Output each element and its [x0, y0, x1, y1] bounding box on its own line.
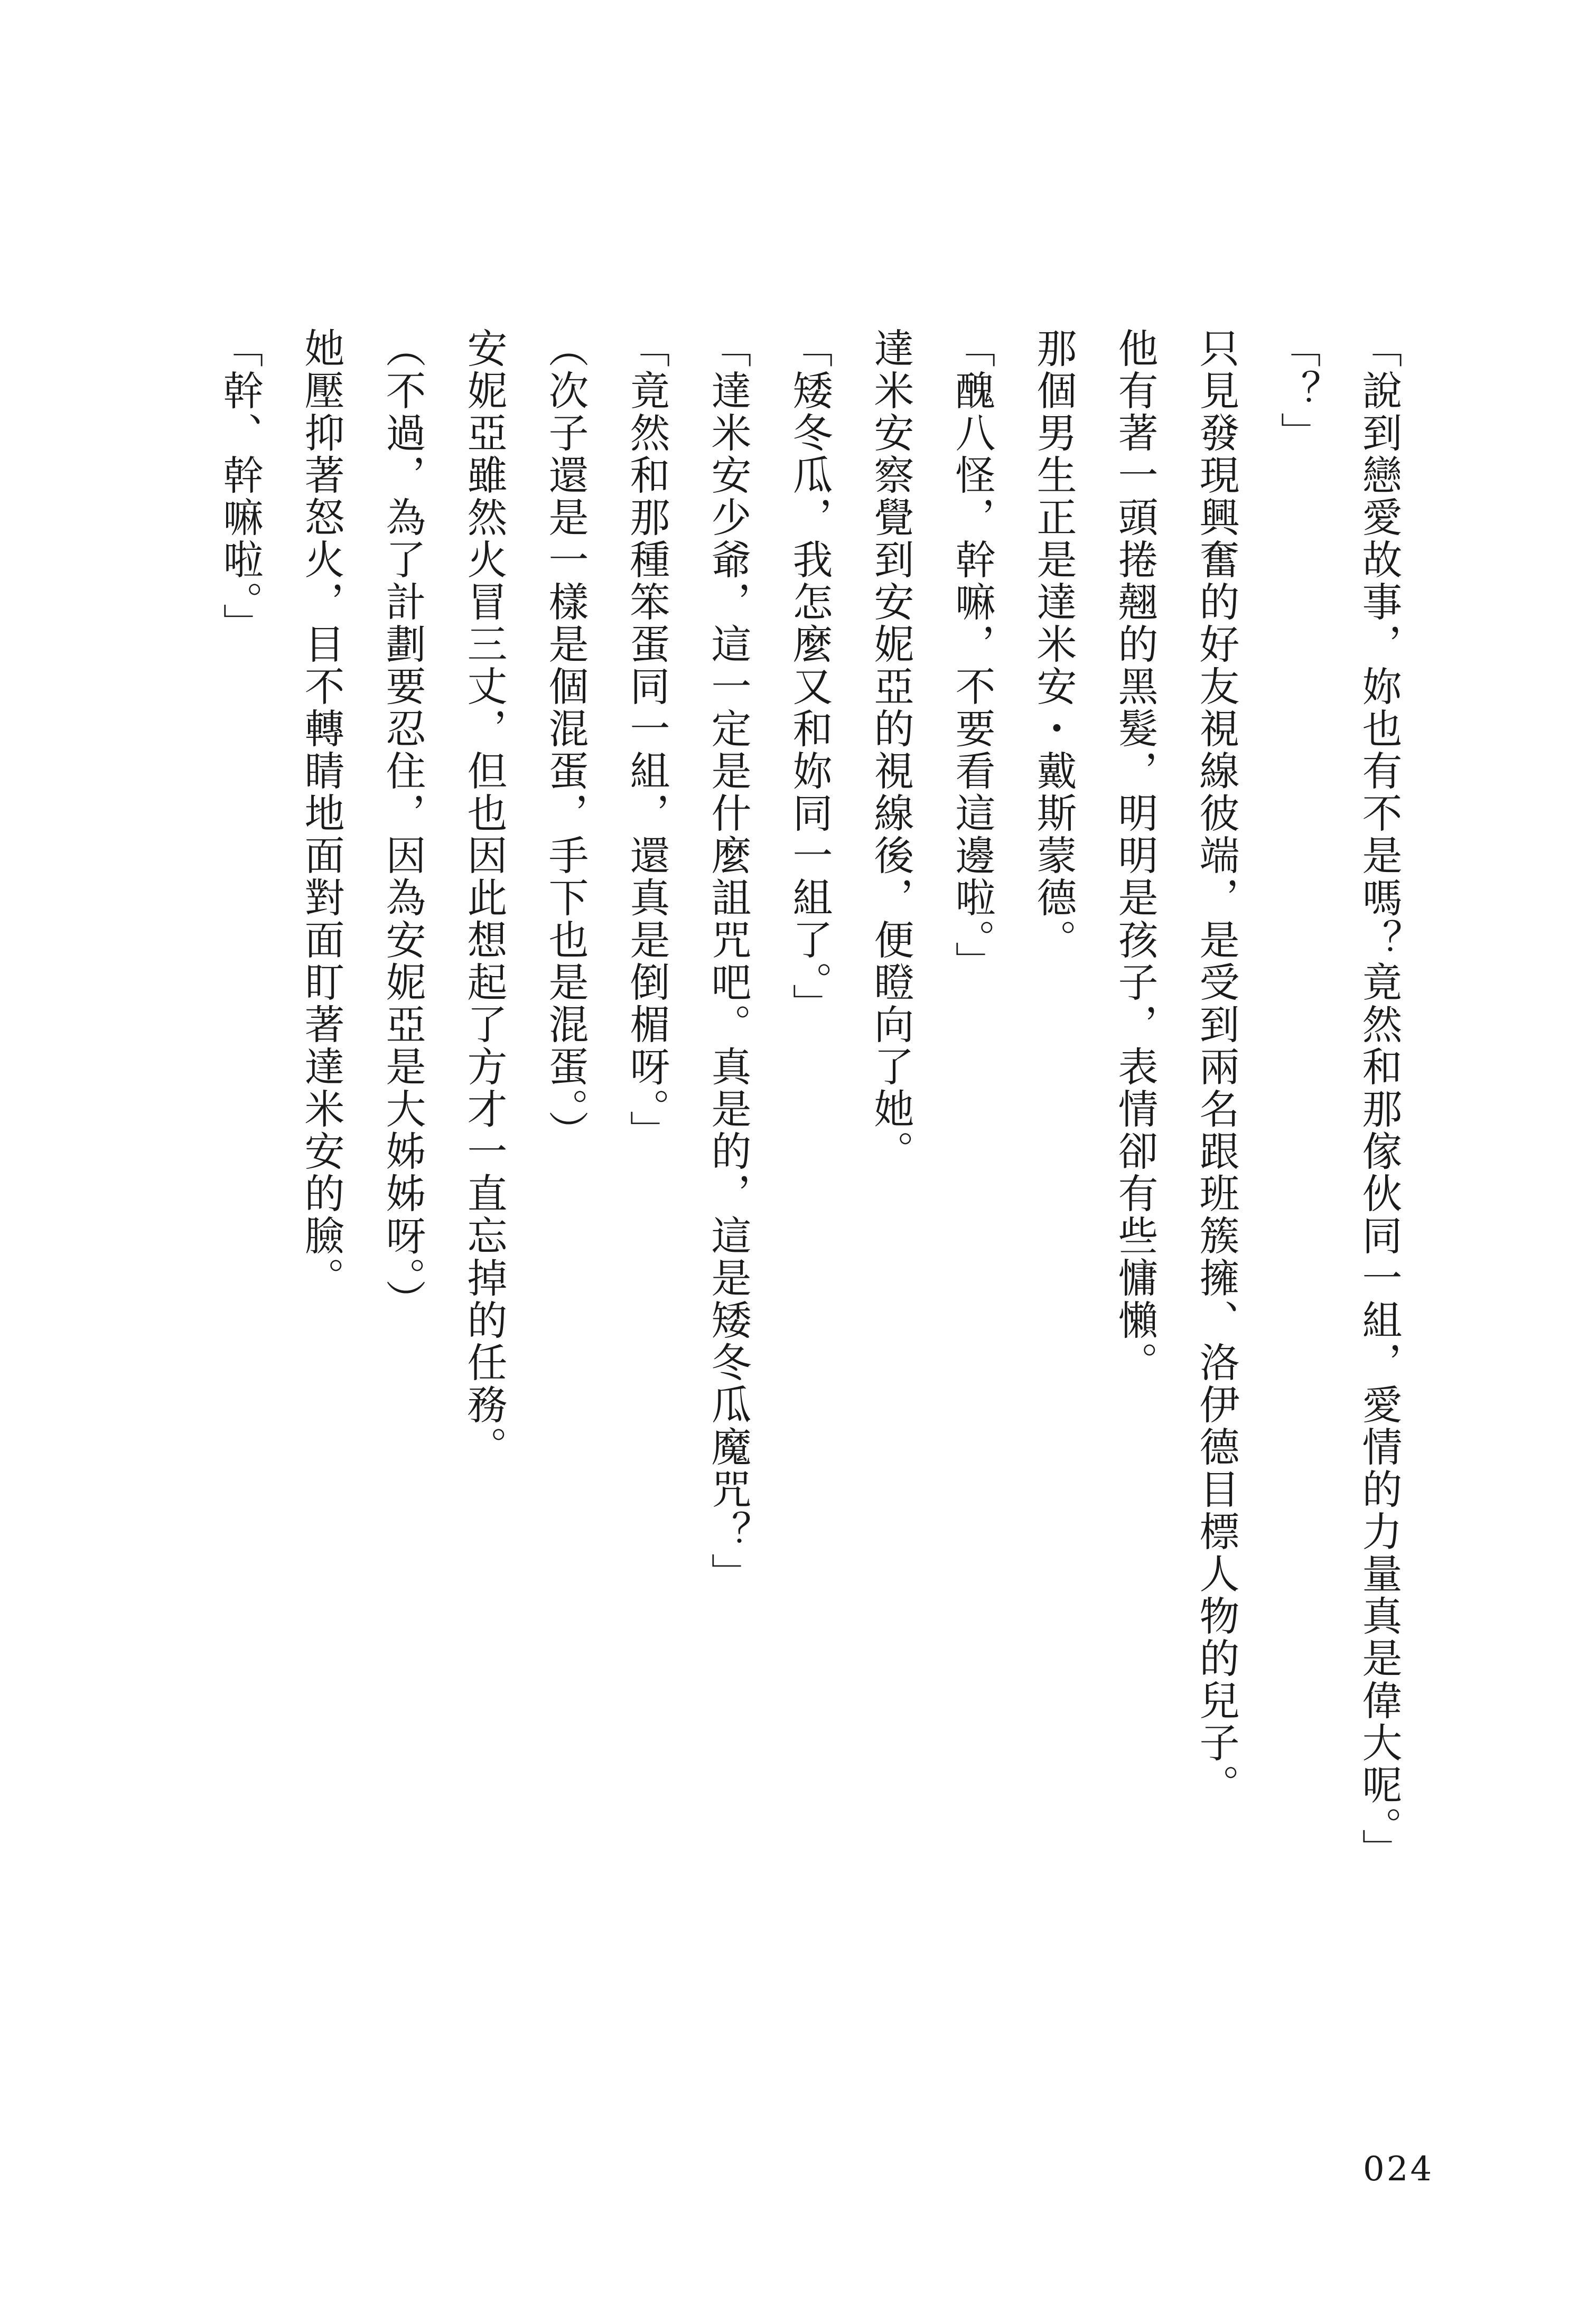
page-number: 024	[1363, 2150, 1434, 2189]
text-line: 她壓抑著怒火，目不轉睛地面對面盯著達米安的臉。	[298, 327, 345, 1299]
text-line: 「幹、幹嘛啦。」	[217, 327, 264, 645]
text-line: 安妮亞雖然火冒三丈，但也因此想起了方才一直忘掉的任務。	[461, 327, 508, 1468]
text-line: 「醜八怪，幹嘛，不要看這邊啦。」	[949, 327, 996, 983]
text-line: 「？」	[1274, 327, 1321, 454]
text-line: 達米安察覺到安妮亞的視線後，便瞪向了她。	[867, 327, 914, 1173]
text-line: （不過，為了計劃要忍住，因為安妮亞是大姊姊呀。）	[379, 327, 426, 1322]
text-line: 只見發現興奮的好友視線彼端，是受到兩名跟班簇擁、洛伊德目標人物的兒子。	[1193, 327, 1240, 1806]
text-line: 那個男生正是達米安・戴斯蒙德。	[1030, 327, 1077, 961]
text-line: 「竟然和那種笨蛋同一組，還真是倒楣呀。」	[623, 327, 670, 1152]
vertical-text-body	[199, 327, 1420, 1912]
text-line: 「達米安少爺，這一定是什麼詛咒吧。真是的，這是矮冬瓜魔咒？」	[705, 327, 752, 1595]
text-line: 「說到戀愛故事，妳也有不是嗎？竟然和那傢伙同一組，愛情的力量真是偉大呢。」	[1356, 327, 1403, 1871]
text-line: 「矮冬瓜，我怎麼又和妳同一組了。」	[786, 327, 833, 1026]
text-line: 他有著一頭捲翹的黑髮，明明是孩子，表情卻有些慵懶。	[1112, 327, 1159, 1384]
text-line: （次子還是一樣是個混蛋，手下也是混蛋。）	[542, 327, 589, 1152]
